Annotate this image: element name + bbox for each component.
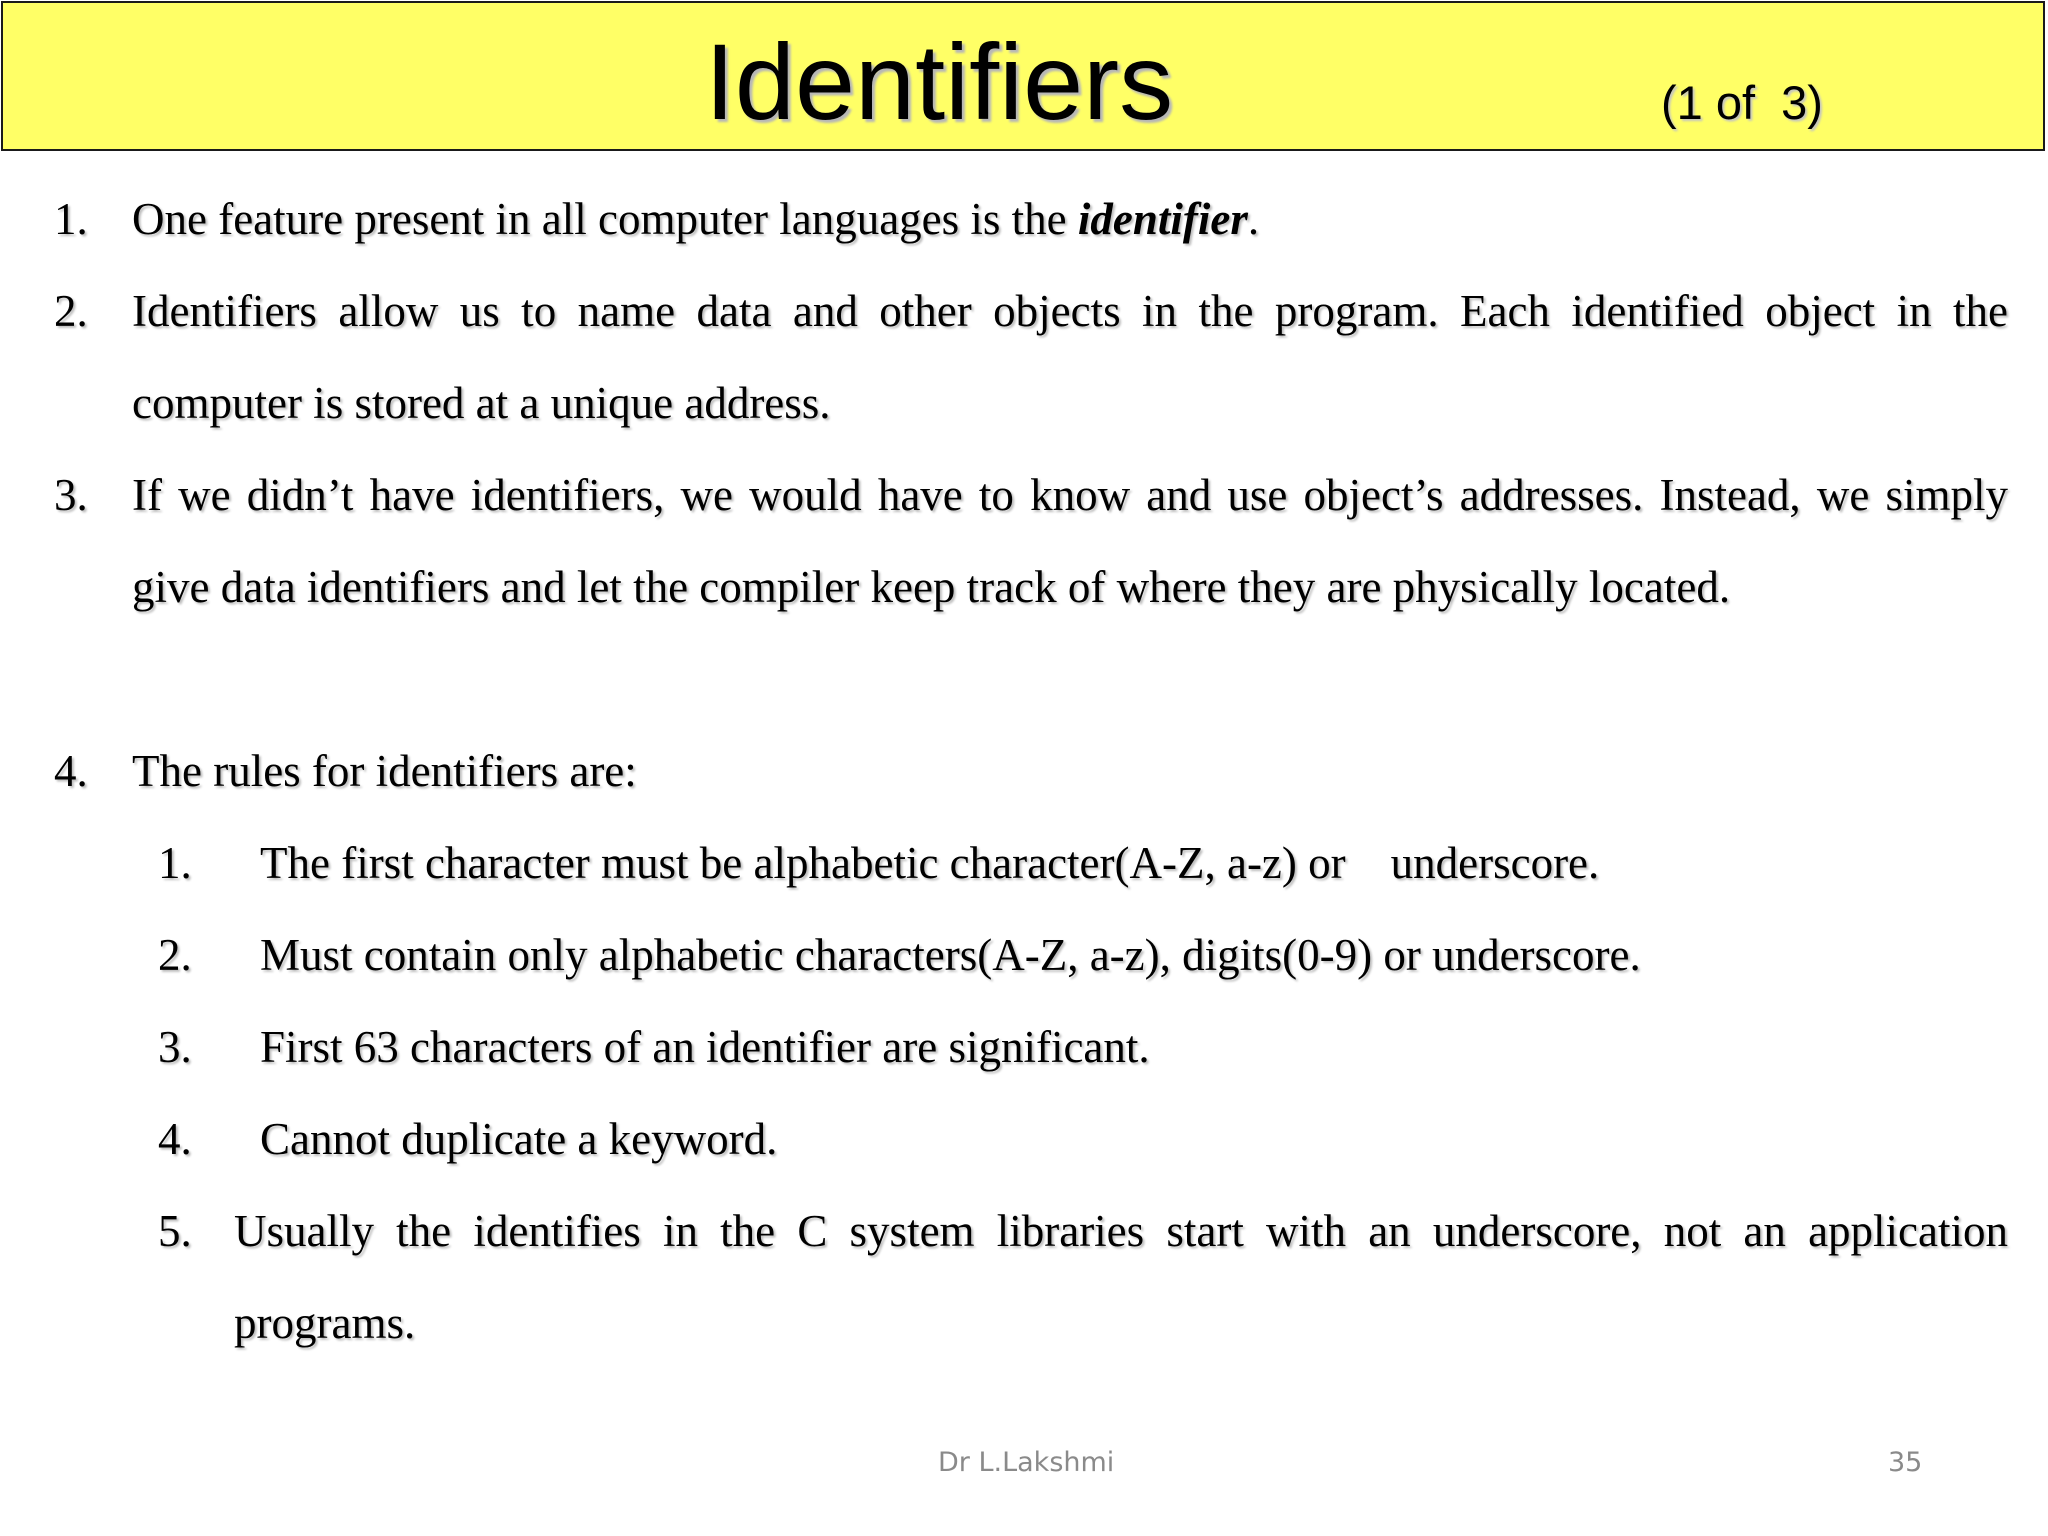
footer-page-number: 35 — [1888, 1447, 1923, 1478]
sub-list-item — [158, 1185, 2008, 1369]
sub-list-item-text: First 63 characters of an identifier are significant. — [260, 1022, 1150, 1072]
list-item — [54, 173, 2008, 265]
list-item-number: 4. — [54, 746, 88, 796]
sub-list-item-number: 1. — [158, 838, 192, 888]
list-item-number: 3. — [54, 470, 88, 520]
sub-list-item-number: 5. — [158, 1206, 192, 1256]
sub-list-item — [158, 817, 2008, 909]
sub-list-item-text: Cannot duplicate a keyword. — [260, 1114, 778, 1164]
list-item-text: The rules for identifiers are: — [132, 746, 637, 796]
sub-list-item-number: 4. — [158, 1114, 192, 1164]
emphasis-term: identifier — [1077, 194, 1248, 244]
footer-author: Dr L.Lakshmi — [938, 1447, 1115, 1478]
sub-list-item-text: Must contain only alphabetic characters(A-Z, a-z), digits(0-9) or underscore. — [260, 930, 1641, 980]
sub-list-item-text: The first character must be alphabetic character(A-Z, a-z) or underscore. — [260, 838, 1600, 888]
slide-title: Identifiers — [704, 21, 1174, 142]
sub-list-item — [158, 1093, 2008, 1185]
sub-list-item — [158, 909, 2008, 1001]
sub-list-item-number: 2. — [158, 930, 192, 980]
slide-page-count: (1 of 3) — [1661, 76, 1823, 129]
list-item-text: If we didn’t have identifiers, we would have to know and use object’s addresses. Instead, we simply give data identifiers and let the compiler keep track of where they are physically located. — [132, 470, 2008, 612]
list-item-text: One feature present in all computer languages is the identifier. — [132, 194, 1260, 244]
list-item-number: 1. — [54, 194, 88, 244]
sub-list-item — [158, 1001, 2008, 1093]
list-item — [54, 265, 2008, 449]
list-item — [54, 725, 2008, 817]
title-bar — [1, 1, 2045, 151]
list-item-text: Identifiers allow us to name data and other objects in the program. Each identified object in the computer is stored at a unique address. — [132, 286, 2008, 428]
list-item — [54, 449, 2008, 725]
sub-list-item-text: Usually the identifies in the C system libraries start with an underscore, not an application programs. — [234, 1206, 2008, 1348]
sub-list-item-number: 3. — [158, 1022, 192, 1072]
list-item-number: 2. — [54, 286, 88, 336]
